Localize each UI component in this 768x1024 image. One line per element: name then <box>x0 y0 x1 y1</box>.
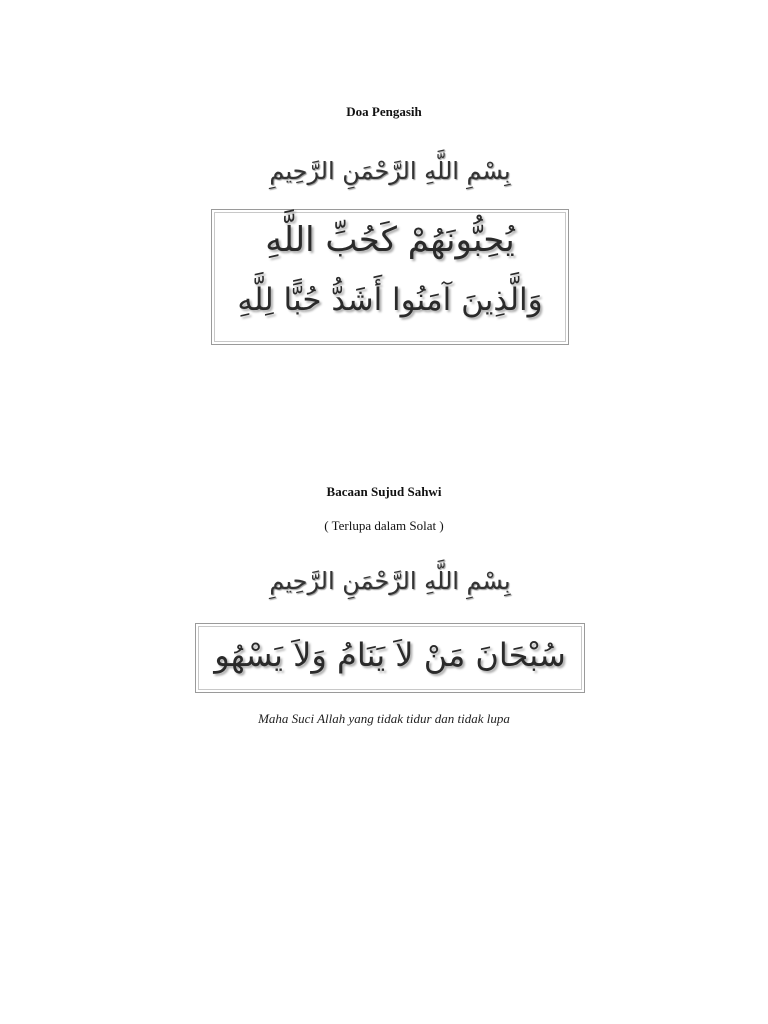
translation-caption: Maha Suci Allah yang tidak tidur dan tidak lupa <box>258 711 510 726</box>
arabic-zikir-line: سُبْحَانَ مَنْ لاَ يَنَامُ وَلاَ يَسْهُو <box>214 636 566 674</box>
section-title-doa-pengasih: Doa Pengasih <box>346 104 422 119</box>
basmala-calligraphy-2: بِسْمِ اللَّهِ الرَّحْمَنِ الرَّحِيمِ <box>269 567 511 595</box>
arabic-verse-line-1: يُحِبُّونَهُمْ كَحُبِّ اللَّهِ <box>265 220 515 260</box>
section-subtitle: ( Terlupa dalam Solat ) <box>324 518 444 533</box>
arabic-zikir-box <box>195 623 585 693</box>
section-title-sujud-sahwi: Bacaan Sujud Sahwi <box>326 484 442 499</box>
arabic-verse-line-2: وَالَّذِينَ آمَنُوا أَشَدُّ حُبًّا لِلَّهِ <box>237 282 543 318</box>
basmala-calligraphy: بِسْمِ اللَّهِ الرَّحْمَنِ الرَّحِيمِ <box>269 157 511 185</box>
arabic-verse-box <box>211 209 569 345</box>
